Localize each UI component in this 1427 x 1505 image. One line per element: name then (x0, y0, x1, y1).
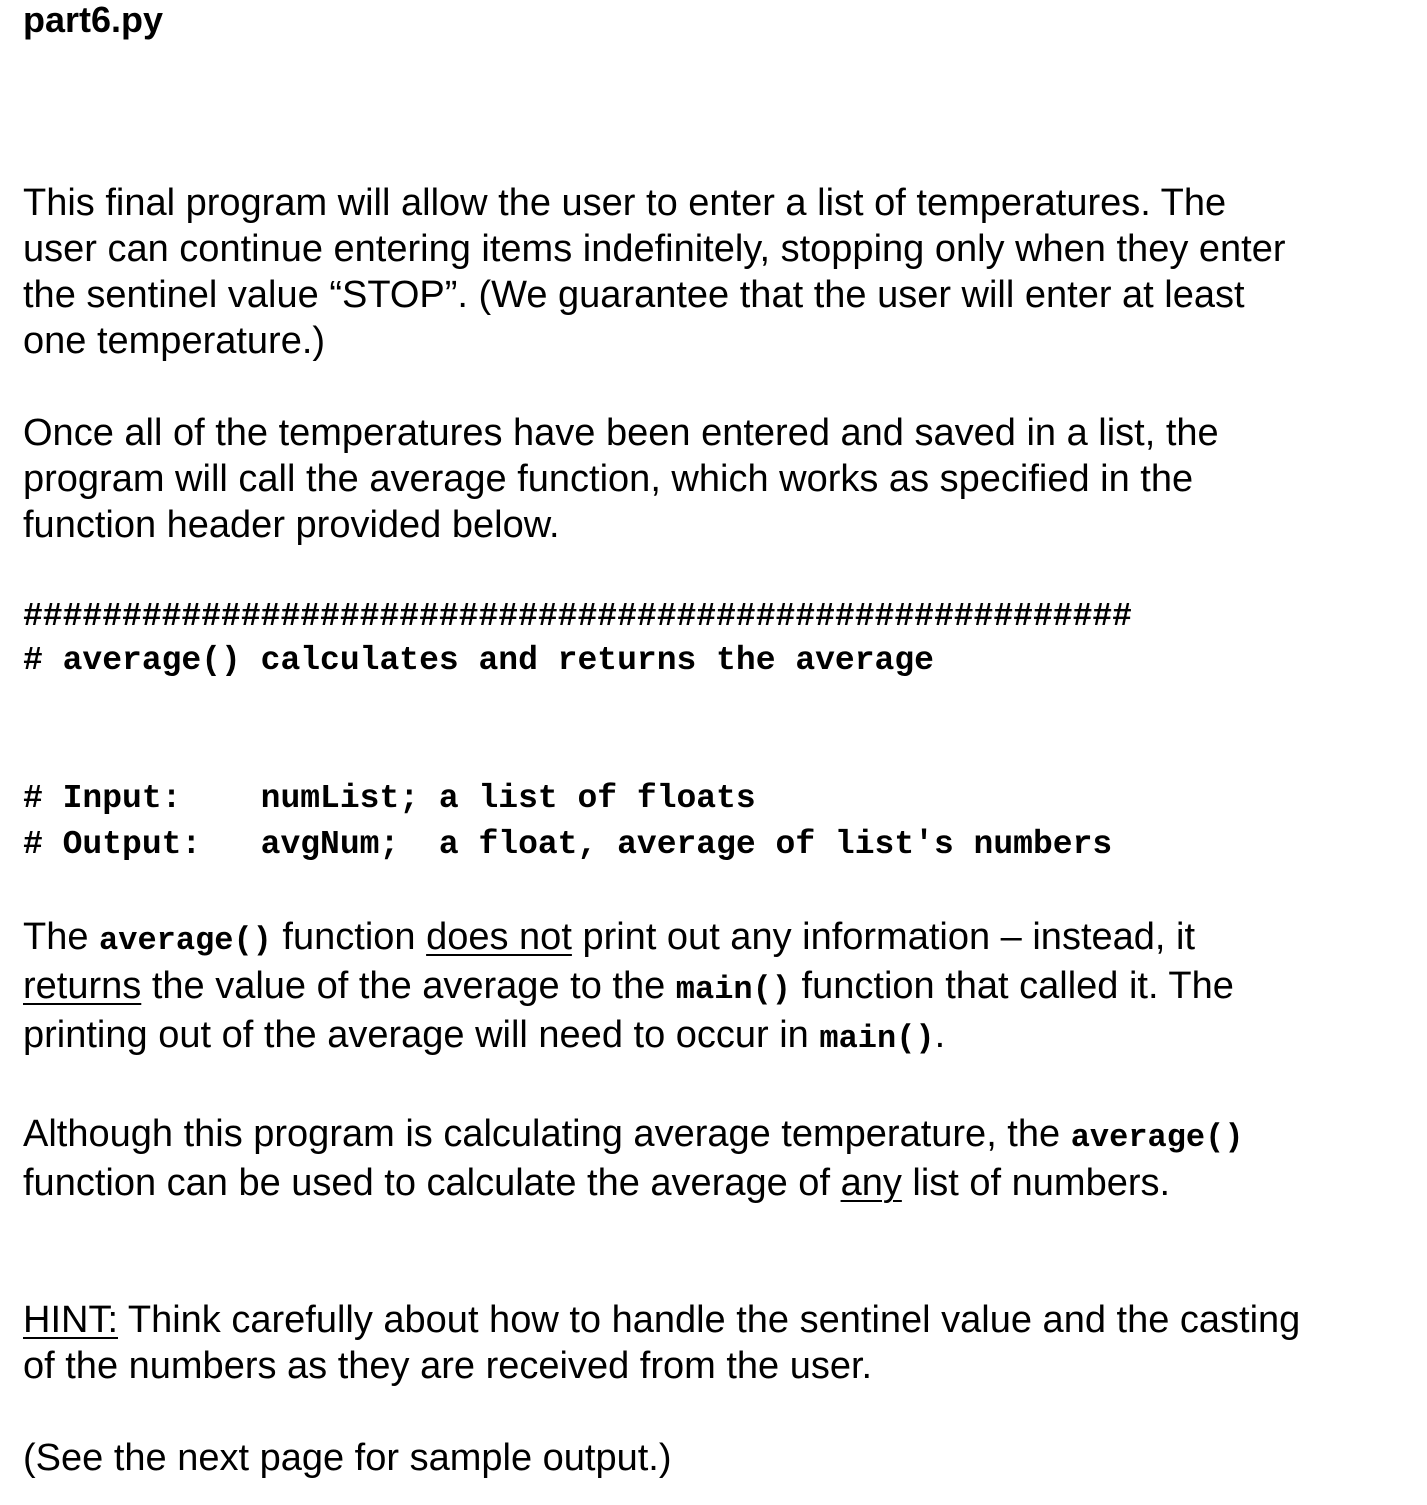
page-title: part6.py (23, 0, 164, 40)
footer-note (23, 1435, 1408, 1481)
text-span: Think carefully about how to handle the sentinel value and the casting (118, 1299, 1301, 1341)
second-line: program will call the average function, which works as specified in the (23, 458, 1194, 500)
footer-line: (See the next page for sample output.) (23, 1437, 672, 1479)
intro-line: one temperature.) (23, 320, 326, 362)
average-code: average() (99, 922, 272, 959)
hint-line-2: of the numbers as they are received from the user. (23, 1345, 873, 1387)
hint-line-1 (23, 1297, 1408, 1343)
function-header-output: # Output: avgNum; a float, average of list's numbers (23, 826, 1113, 863)
intro-paragraph (23, 180, 1408, 364)
second-line: function header provided below. (23, 504, 560, 546)
text-span: function can be used to calculate the average of (23, 1162, 841, 1204)
does-not-underlined: does not (426, 916, 572, 958)
any-paragraph (23, 1110, 1408, 1208)
any-line-1 (23, 1110, 1408, 1159)
function-header-description: # average() calculates and returns the average (23, 642, 934, 679)
any-underlined: any (840, 1162, 902, 1204)
returns-line-1 (23, 913, 1408, 962)
text-span: Although this program is calculating average temperature, the (23, 1113, 1071, 1155)
function-header-input: # Input: numList; a list of floats (23, 780, 756, 817)
hint-label: HINT: (23, 1299, 118, 1341)
text-span: function that called it. The (791, 965, 1234, 1007)
main-code: main() (819, 1020, 935, 1057)
average-code: average() (1070, 1119, 1244, 1156)
text-span: the value of the average to the (141, 965, 676, 1007)
returns-line-2 (23, 962, 1408, 1011)
returns-line-3 (23, 1011, 1408, 1060)
any-line-2 (23, 1159, 1408, 1208)
intro-line: This final program will allow the user to enter a list of temperatures. The (23, 182, 1227, 224)
main-code: main() (675, 971, 791, 1008)
second-line: Once all of the temperatures have been entered and saved in a list, the (23, 412, 1219, 454)
text-span: print out any information – instead, it (571, 916, 1196, 958)
text-span: list of numbers. (901, 1162, 1171, 1204)
returns-underlined: returns (23, 965, 142, 1007)
hint-paragraph (23, 1297, 1408, 1389)
second-paragraph (23, 410, 1408, 548)
returns-paragraph (23, 913, 1408, 1060)
text-span: printing out of the average will need to occur in (23, 1014, 820, 1056)
text-span: function (271, 916, 427, 958)
intro-line: user can continue entering items indefinitely, stopping only when they enter (23, 228, 1286, 270)
intro-line: the sentinel value “STOP”. (We guarantee that the user will enter at least (23, 274, 1245, 316)
function-header-hash-line: ######################################################## (23, 598, 1132, 635)
text-span: . (934, 1014, 946, 1056)
text-span: The (23, 916, 100, 958)
